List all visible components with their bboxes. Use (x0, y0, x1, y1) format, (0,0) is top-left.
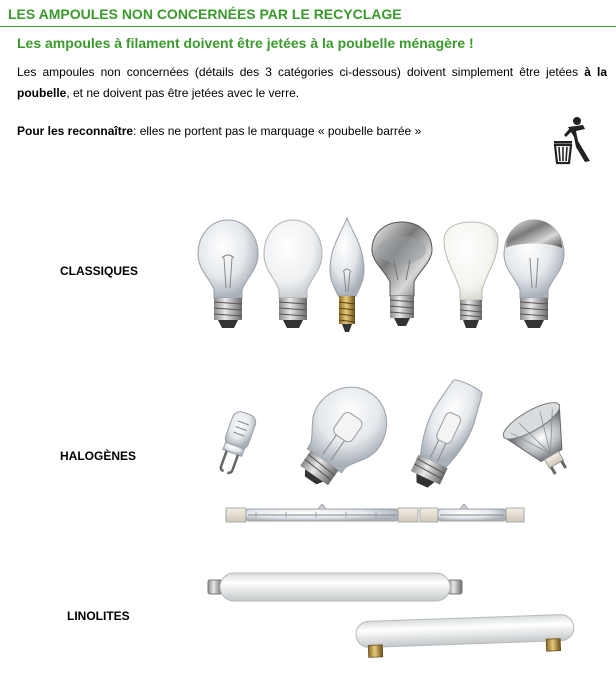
intro-text-bold: à la poubelle (17, 65, 608, 100)
intro-text-part1: Les ampoules non concernées (détails des 3 catégories ci-dessous) doivent simplement être jetées (17, 65, 585, 79)
intro-text-part2: , et ne doivent pas être jetées avec le verre. (66, 86, 300, 100)
bulb-clear-standard-image (196, 218, 260, 334)
page-header (0, 0, 616, 27)
bulb-reflector-mirror-image (368, 220, 436, 332)
recognize-text: : elles ne portent pas le marquage « poubelle barrée » (133, 124, 422, 138)
halogen-classic-bulb-image (286, 382, 396, 492)
recognize-bold: Pour les reconnaître (17, 124, 134, 138)
trash-bin-person-icon (550, 115, 594, 165)
halogen-capsule-g9-image (212, 408, 262, 478)
halogen-tubular-bulb-image (398, 376, 490, 500)
category-label-classiques: CLASSIQUES (60, 264, 139, 278)
halogen-reflector-gu10-image (500, 398, 584, 480)
halogen-linear-r7s-long-image (226, 500, 418, 530)
linolite-single-cap-image (208, 570, 462, 604)
intro-paragraph (17, 62, 607, 104)
linolite-double-cap-image (352, 614, 578, 656)
category-label-linolites: LINOLITES (67, 609, 130, 623)
page-title: LES AMPOULES NON CONCERNÉES PAR LE RECYCLAGE (8, 6, 402, 22)
halogen-linear-r7s-short-image (420, 500, 524, 530)
bulb-opal-reflector-image (440, 220, 502, 332)
bulb-silver-crown-image (502, 218, 566, 334)
section-subtitle: Les ampoules à filament doivent être jetées à la poubelle ménagère ! (17, 35, 474, 51)
bulb-candle-image (326, 216, 368, 334)
category-label-halogenes: HALOGÈNES (60, 449, 137, 463)
bulb-frosted-standard-image (262, 218, 324, 334)
recognize-paragraph (17, 124, 421, 138)
